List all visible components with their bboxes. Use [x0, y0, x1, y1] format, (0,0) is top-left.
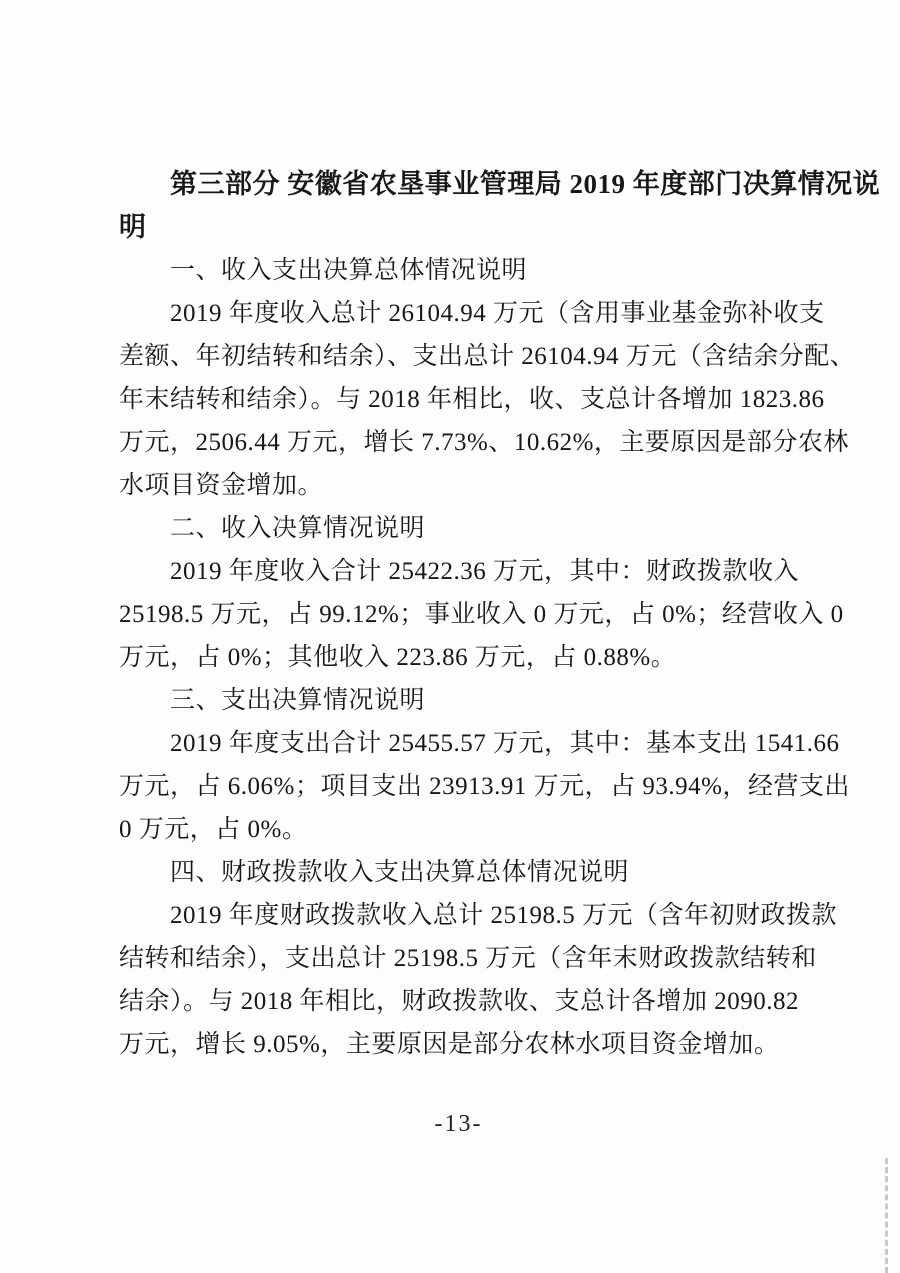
- paragraph-line: 万元，占 6.06%；项目支出 23913.91 万元，占 93.94%，经营支出: [119, 773, 850, 800]
- paragraph-line: 2019 年度收入总计 26104.94 万元（含用事业基金弥补收支: [170, 300, 825, 327]
- section-heading-3: 三、支出决算情况说明: [170, 687, 426, 714]
- section-heading-1: 一、收入支出决算总体情况说明: [170, 257, 528, 284]
- section-heading-2: 二、收入决算情况说明: [170, 515, 426, 542]
- paragraph-line: 2019 年度财政拨款收入总计 25198.5 万元（含年初财政拨款: [170, 902, 838, 929]
- paragraph-line: 万元，增长 9.05%，主要原因是部分农林水项目资金增加。: [119, 1031, 780, 1058]
- scan-artifact-line: [885, 1158, 888, 1273]
- page-number: -13-: [434, 1111, 483, 1137]
- paragraph-line: 结转和结余），支出总计 25198.5 万元（含年末财政拨款结转和: [119, 945, 817, 972]
- paragraph-line: 2019 年度收入合计 25422.36 万元，其中：财政拨款收入: [170, 558, 800, 585]
- paragraph-line: 2019 年度支出合计 25455.57 万元，其中：基本支出 1541.66: [170, 730, 840, 757]
- document-title-line-1: 第三部分 安徽省农垦事业管理局 2019 年度部门决算情况说: [170, 169, 881, 199]
- paragraph-line: 结余）。与 2018 年相比，财政拨款收、支总计各增加 2090.82: [119, 988, 800, 1015]
- paragraph-line: 年末结转和结余）。与 2018 年相比，收、支总计各增加 1823.86: [119, 386, 825, 413]
- paragraph-line: 万元，2506.44 万元，增长 7.73%、10.62%，主要原因是部分农林: [119, 429, 849, 456]
- paragraph-line: 0 万元，占 0%。: [119, 816, 308, 843]
- paragraph-line: 万元，占 0%；其他收入 223.86 万元，占 0.88%。: [119, 644, 677, 671]
- section-heading-4: 四、财政拨款收入支出决算总体情况说明: [170, 859, 630, 886]
- paragraph-line: 水项目资金增加。: [119, 472, 324, 499]
- paragraph-line: 25198.5 万元，占 99.12%；事业收入 0 万元，占 0%；经营收入 0: [119, 601, 844, 628]
- paragraph-line: 差额、年初结转和结余）、支出总计 26104.94 万元（含结余分配、: [119, 343, 856, 370]
- document-title-line-2: 明: [119, 212, 147, 242]
